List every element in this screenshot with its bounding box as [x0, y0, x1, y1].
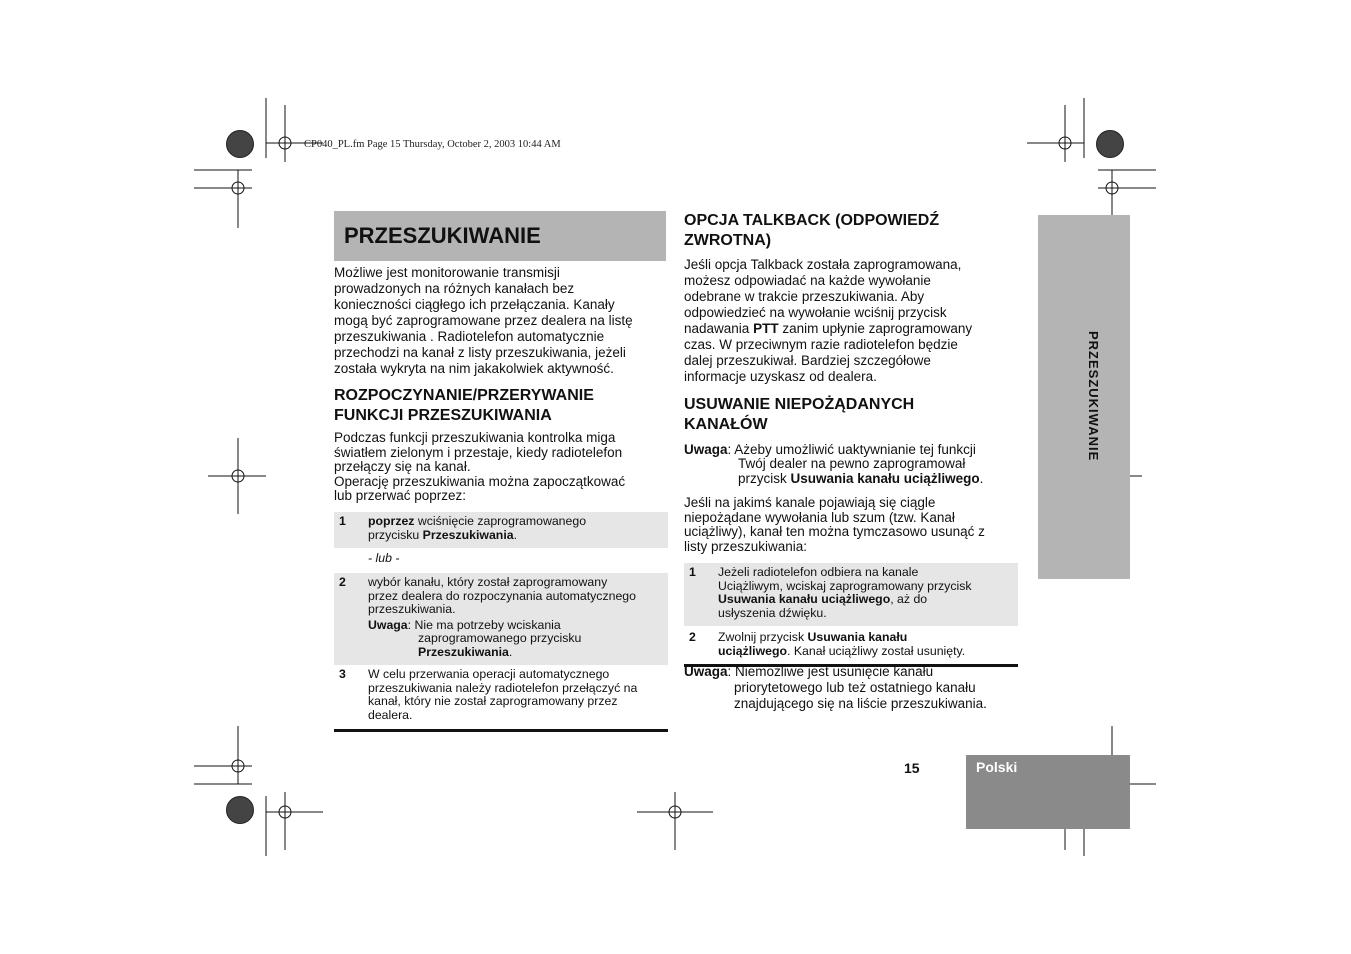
talkback-heading: OPCJA TALKBACK (ODPOWIEDŹ ZWROTNA) [684, 212, 940, 249]
step-row: 2 Zwolnij przycisk Usuwania kanału uciążliwego. Kanał uciążliwy został usunięty. [689, 630, 966, 658]
language-tab [966, 755, 1130, 829]
start-stop-heading: ROZPOCZYNANIE/PRZERYWANIE FUNKCJI PRZESZUKIWANIA [334, 387, 594, 424]
or-row: - lub - [368, 551, 400, 565]
step-row: 1 poprzez wciśnięcie zaprogramowanego przycisku Przeszukiwania. [334, 512, 668, 548]
start-stop-steps [334, 512, 668, 732]
talkback-paragraph: Jeśli opcja Talkback została zaprogramowana, możesz odpowiadać na każde wywołanie odebrane w trakcie przeszukiwania. Aby odpowiedzieć na wywołanie wciśnij przycisk nadawania PTT zanim upłynie zaprogramowany czas. W przeciwnym razie radiotelefon będzie dalej przeszukiwał. Bardziej szczegółowe informacje uzyskasz od dealera. [684, 257, 973, 384]
file-header: CP040_PL.fm Page 15 Thursday, October 2, 2003 10:44 AM [304, 139, 561, 150]
section-title-bar [334, 211, 666, 261]
intro-paragraph: Możliwe jest monitorowanie transmisji prowadzonych na różnych kanałach bez konieczności ciągłego ich przełączania. Kanały mogą być zaprogramowane przez dealera na listę przeszukiwania . Radiotelefon automatycznie przechodzi na kanał z listy przeszukiwania, jeżeli została wykryta na nim jakakolwiek aktywność. [334, 265, 633, 376]
page-title: PRZESZUKIWANIE [344, 223, 541, 248]
registration-disc-icon [226, 796, 254, 824]
registration-disc-icon [1096, 130, 1124, 158]
step-row: 2 wybór kanału, który został zaprogramowany przez dealera do rozpoczynania automatycznego przeszukiwania. Uwaga: Nie ma potrzeby wciskania zaprogramowanego przycisku Przeszukiwania. [334, 573, 668, 665]
chapter-side-tab [1038, 215, 1130, 579]
step-row: 1 Jeżeli radiotelefon odbiera na kanale Uciążliwym, wciskaj zaprogramowany przycisk Usuwania kanału uciążliwego, aż do usłyszenia dźwięku. [684, 563, 1018, 626]
priority-note: Uwaga: Niemożliwe jest usunięcie kanału priorytetowego lub też ostatniego kanału znajdującego się na liście przeszukiwania. [684, 664, 987, 711]
start-stop-paragraph: Podczas funkcji przeszukiwania kontrolka miga światłem zielonym i przestaje, kiedy radiotelefon przełączy się na kanał. Operację przeszukiwania można zapoczątkować lub przerwać poprzez: [334, 430, 626, 504]
remove-paragraph: Jeśli na jakimś kanale pojawiają się ciągle niepożądane wywołania lub szum (tzw. Kanał uciążliwy), kanał ten można tymczasowo usunąć z listy przeszukiwania: [684, 495, 985, 554]
registration-disc-icon [226, 130, 254, 158]
remove-channel-heading: USUWANIE NIEPOŻĄDANYCH KANAŁÓW [684, 396, 915, 433]
chapter-side-label: PRZESZUKIWANIE [1086, 331, 1101, 462]
step-row: 3 W celu przerwania operacji automatycznego przeszukiwania należy radiotelefon przełączyć na kanał, który nie został zaprogramowany przez dealera. [339, 667, 638, 722]
table-bottom-rule [334, 729, 668, 732]
language-label: Polski [976, 759, 1018, 775]
remove-note: Uwaga: Ażeby umożliwić uaktywnianie tej funkcji Twój dealer na pewno zaprogramował przycisk Usuwania kanału uciążliwego. [684, 442, 984, 486]
page-number: 15 [904, 760, 920, 776]
remove-steps [684, 563, 1018, 667]
